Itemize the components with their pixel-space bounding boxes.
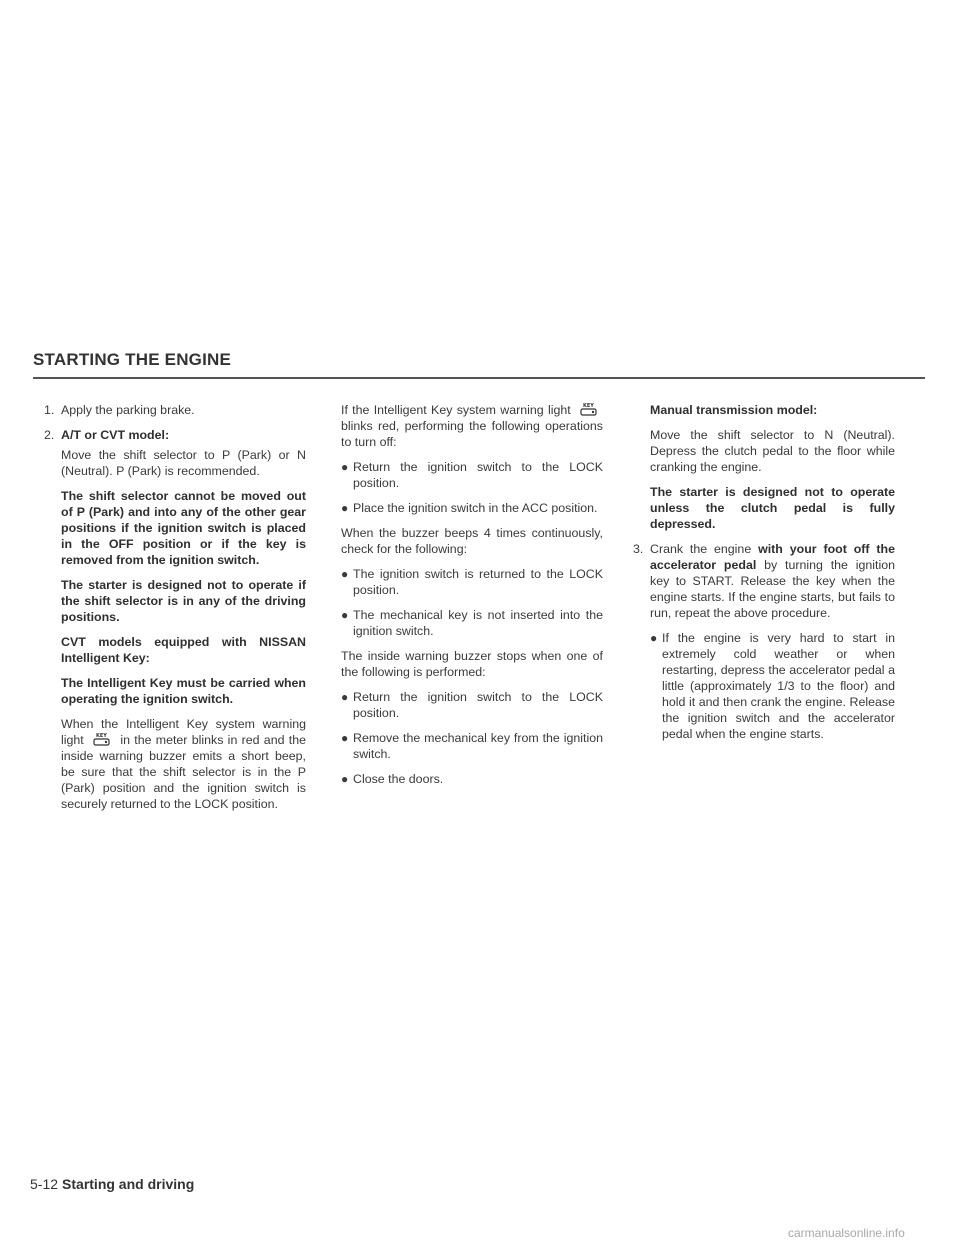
col2-bullet-5-text: Return the ignition switch to the LOCK position. (353, 690, 603, 720)
svg-text:KEY: KEY (583, 403, 594, 409)
watermark: carmanualsonline.info (788, 1226, 905, 1240)
col2-bullet-6 (341, 730, 603, 762)
step-1-number: 1. (44, 403, 55, 417)
col2-bullet-1 (341, 459, 603, 491)
col3-bullet-1 (650, 630, 895, 742)
col2-paragraph-2: When the buzzer beeps 4 times continuously, check for the following: (341, 526, 603, 556)
bullet-dot-icon: ● (341, 460, 349, 474)
col2-paragraph-1 (341, 402, 603, 450)
page-number: 5-12 (30, 1176, 59, 1192)
footer-section: Starting and driving (62, 1176, 195, 1192)
col2-paragraph-1-a: If the Intelligent Key system warning light (341, 403, 571, 417)
col2-paragraph-1-b: blinks red, performing the following operations to turn off: (341, 419, 603, 449)
col2-bullet-1-text: Return the ignition switch to the LOCK position. (353, 460, 603, 490)
step-2-paragraph-2-b: in the meter blinks in red and the inside warning buzzer emits a short beep, be sure that the shift selector is in the P (Park) position and the ignition switch is securely returned to the LOCK position. (61, 733, 306, 811)
key-warning-light-icon (578, 402, 600, 416)
section-rule (33, 377, 925, 379)
page-footer (30, 1176, 194, 1192)
key-warning-light-icon (91, 732, 113, 746)
col3-warning: The starter is designed not to operate unless the clutch pedal is fully depressed. (650, 485, 895, 531)
svg-text:KEY: KEY (96, 733, 107, 739)
bullet-dot-icon: ● (341, 567, 349, 581)
col2-bullet-4 (341, 607, 603, 639)
step-2-paragraph-2 (61, 716, 306, 812)
bullet-dot-icon: ● (341, 608, 349, 622)
step-2-cvt-heading: CVT models equipped with NISSAN Intelligent Key: (61, 635, 306, 665)
col2-bullet-7 (341, 771, 603, 787)
col2-bullet-2-text: Place the ignition switch in the ACC position. (353, 501, 598, 515)
step-2-number: 2. (44, 428, 55, 442)
column-2 (341, 402, 603, 796)
bullet-dot-icon: ● (650, 631, 658, 645)
step-3 (633, 541, 895, 621)
step-2-paragraph-1: Move the shift selector to P (Park) or N (Neutral). P (Park) is recommended. (61, 448, 306, 478)
section-title: STARTING THE ENGINE (33, 350, 232, 369)
step-3-text (650, 541, 895, 621)
column-3 (633, 402, 895, 751)
col2-bullet-2 (341, 500, 603, 516)
step-3-text-a: Crank the engine (650, 542, 752, 556)
step-2-warning-2: The starter is designed not to operate if the shift selector is in any of the driving positions. (61, 578, 306, 624)
col2-bullet-7-text: Close the doors. (353, 772, 444, 786)
step-1-text: Apply the parking brake. (61, 403, 195, 417)
bullet-dot-icon: ● (341, 772, 349, 786)
col2-bullet-6-text: Remove the mechanical key from the ignition switch. (353, 731, 603, 761)
step-3-number: 3. (633, 542, 644, 556)
step-2-heading: A/T or CVT model: (61, 428, 170, 442)
step-3-text-c: by turning the ignition key to START. Release the key when the engine starts. If the engine starts, but fails to run, repeat the above procedure. (650, 558, 895, 620)
manual-transmission-heading: Manual transmission model: (650, 403, 818, 417)
col2-paragraph-3: The inside warning buzzer stops when one of the following is performed: (341, 649, 603, 679)
step-3-text-b: with your foot off the accelerator pedal (650, 542, 895, 572)
col2-bullet-4-text: The mechanical key is not inserted into the ignition switch. (353, 608, 603, 638)
col3-bullet-1-text: If the engine is very hard to start in extremely cold weather or when restarting, depress the accelerator pedal a little (approximately 1/3 to the floor) and hold it and then crank the engine. Release the ignition switch and the accelerator pedal when the engine starts. (662, 631, 895, 741)
col2-bullet-3 (341, 566, 603, 598)
col2-bullet-3-text: The ignition switch is returned to the LOCK position. (353, 567, 603, 597)
step-1 (44, 402, 306, 418)
bullet-dot-icon: ● (341, 731, 349, 745)
step-2-paragraph-2-a: When the Intelligent Key system warning light (61, 717, 306, 747)
col3-paragraph-1: Move the shift selector to N (Neutral). Depress the clutch pedal to the floor while cranking the engine. (650, 428, 895, 474)
step-2-warning-3: The Intelligent Key must be carried when operating the ignition switch. (61, 676, 306, 706)
step-2 (44, 427, 306, 443)
step-2-warning-1: The shift selector cannot be moved out of P (Park) and into any of the other gear positions if the ignition switch is placed in the OFF position or if the key is removed from the ignition switch. (61, 489, 306, 567)
bullet-dot-icon: ● (341, 501, 349, 515)
col2-bullet-5 (341, 689, 603, 721)
column-1 (44, 402, 306, 821)
bullet-dot-icon: ● (341, 690, 349, 704)
